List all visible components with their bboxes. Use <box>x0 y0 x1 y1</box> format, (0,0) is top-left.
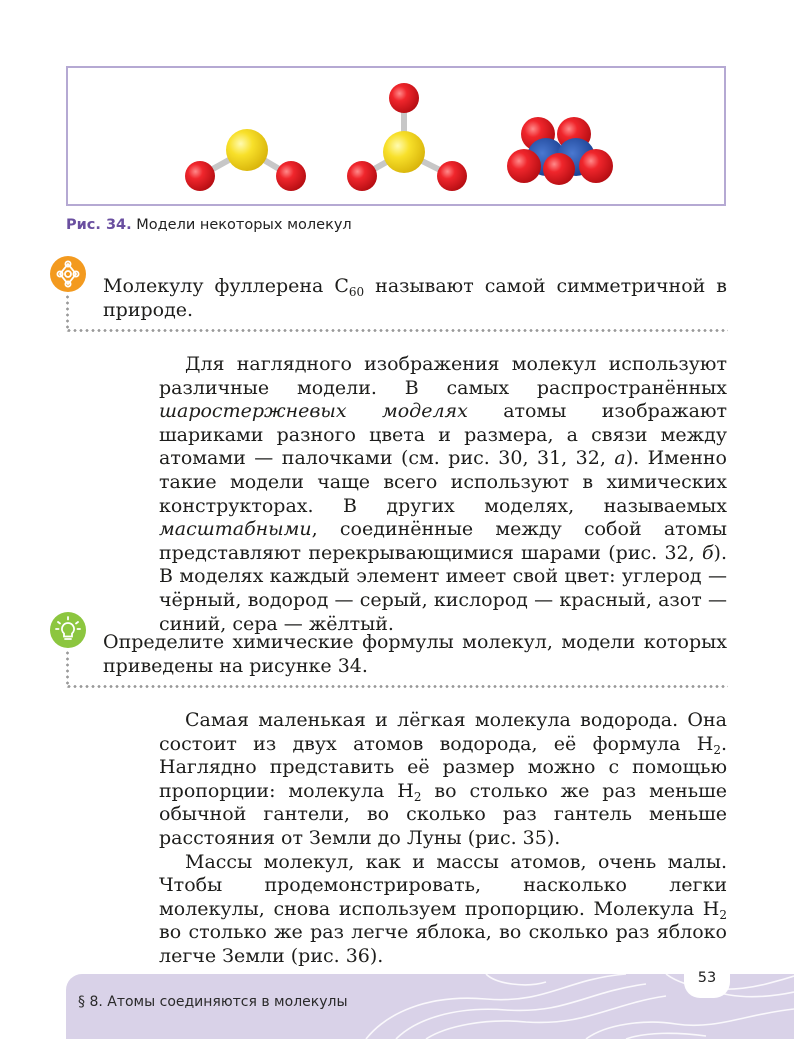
molecule-space-filling-model <box>507 117 613 185</box>
figure-caption-label: Рис. 34. <box>66 217 132 233</box>
oxygen-atom <box>347 161 377 191</box>
note-divider-horizontal <box>66 329 728 332</box>
page-number: 53 <box>684 958 730 998</box>
fact-note-text: Молекулу фуллерена $C_{60}$ называют самой симметричной в природе. <box>103 275 727 321</box>
oxygen-atom <box>389 83 419 113</box>
oxygen-atom <box>437 161 467 191</box>
note-divider-vertical <box>66 294 69 332</box>
oxygen-atom <box>543 153 575 185</box>
task-divider-horizontal <box>66 685 728 688</box>
molecule-bent-model <box>185 129 306 191</box>
oxygen-atom <box>507 149 541 183</box>
molecule-trigonal-model <box>347 83 467 191</box>
oxygen-atom <box>276 161 306 191</box>
figure-caption-text: Модели некоторых молекул <box>136 217 352 233</box>
sulfur-atom <box>383 131 425 173</box>
task-note-text: Определите химические формулы молекул, модели которых приведены на рисунке 34. <box>103 631 727 677</box>
section-title-footer: § 8. Атомы соединяются в молекулы <box>78 994 348 1010</box>
lightbulb-icon <box>50 612 86 648</box>
oxygen-atom <box>579 149 613 183</box>
fullerene-icon <box>50 256 86 292</box>
oxygen-atom <box>185 161 215 191</box>
paragraph-hydrogen: Самая маленькая и лёгкая молекула водорода. Она состоит из двух атомов водорода, её формула $H_2$. Наглядно представить её размер можно с помощью пропорции: молекула $H_2$ во столько же раз меньше обычной гантели, во сколько раз гантель меньше расстояния от Земли до Луны (рис. 35). Массы молекул, как и массы атомов, очень малы. Чтобы продемонстрировать, насколько легки молекулы, снова используем пропорцию. Молекула $H_2$ во столько же раз легче яблока, во сколько раз яблоко легче Земли (рис. 36). <box>159 709 728 967</box>
task-divider-vertical <box>66 650 69 688</box>
figure-34-frame <box>66 66 726 206</box>
molecule-models-illustration <box>68 68 724 204</box>
paragraph-models: Для наглядного изображения молекул используют различные модели. В самых распространённых шаростержневых моделях атомы изображают шариками разного цвета и размера, а связи между атомами — палочками (см. рис. 30, 31, 32, а). Именно такие модели чаще всего используют в химических конструкторах. В других моделях, называемых масштабными, соединённые между собой атомы представляют перекрывающимися шарами (рис. 32, б). В моделях каждый элемент имеет свой цвет: углерод — чёрный, водород — серый, кислород — красный, азот — синий, сера — жёлтый. <box>159 353 728 635</box>
sulfur-atom <box>226 129 268 171</box>
figure-caption <box>66 217 352 233</box>
